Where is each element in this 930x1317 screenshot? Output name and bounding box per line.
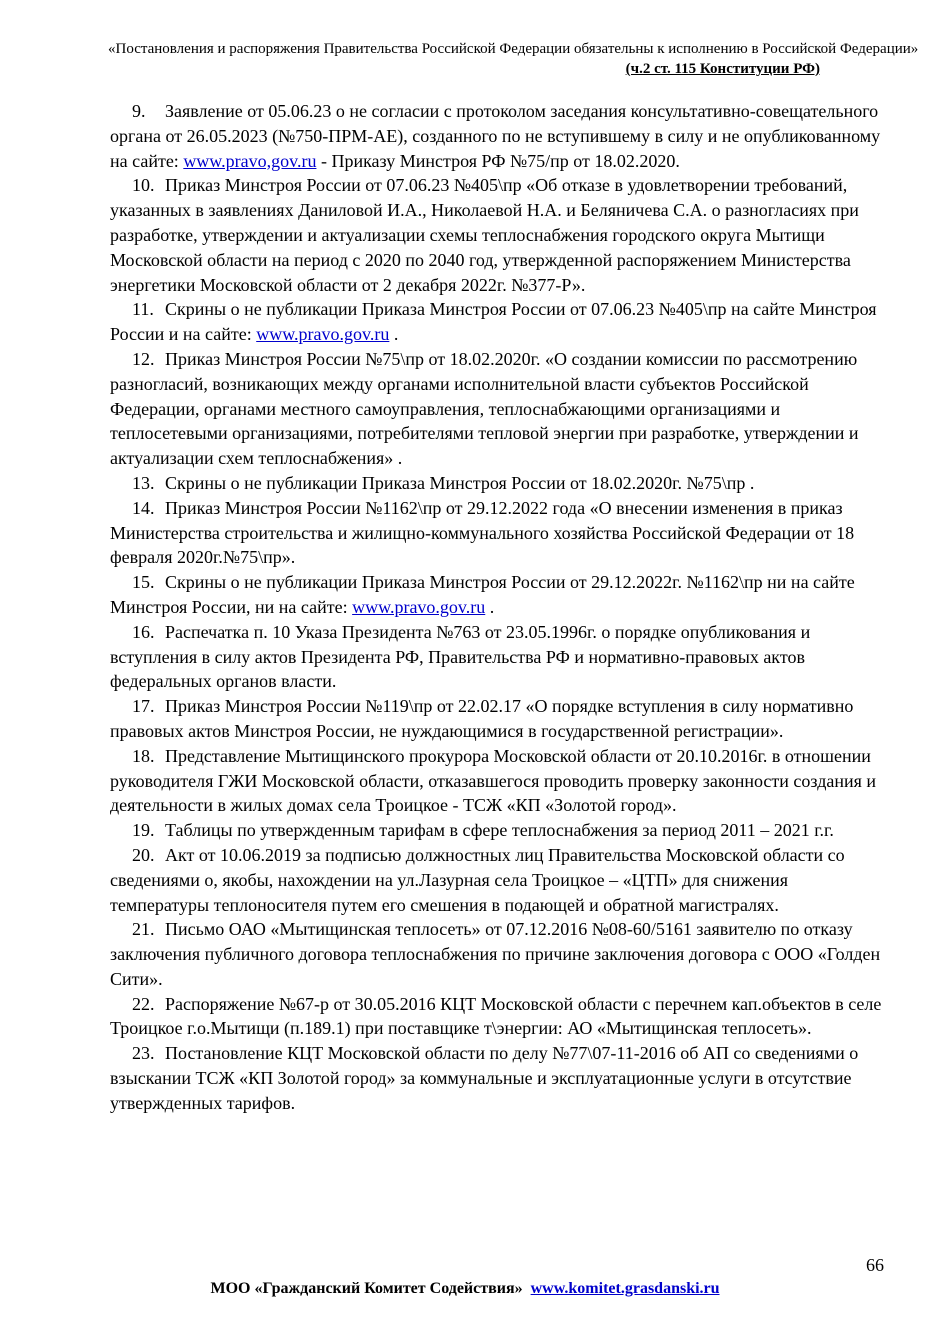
list-item [110,496,890,570]
item-text: Распоряжение №67-р от 30.05.2016 КЦТ Московской области с перечнем кап.объектов в селе Троицкое г.о.Мытищи (п.189.1) при поставщике т\энергии: АО «Мытищинская теплосеть». [110,993,882,1039]
list-item [110,917,890,991]
item-text: Представление Мытищинского прокурора Московской области от 20.10.2016г. в отношении руководителя ГЖИ Московской области, отказавшегося проводить проверку законности создания и деятельности в жилых домах села Троицкое - ТСЖ «КП «Золотой город». [110,745,877,816]
item-link[interactable]: www.pravo,gov.ru [183,150,317,171]
item-text-after: . [389,324,399,345]
list-item [110,1041,890,1115]
item-text-after: - Приказу Минстроя РФ №75/пр от 18.02.2020. [316,150,680,171]
item-number: 12. [132,348,155,369]
item-link[interactable]: www.pravo.gov.ru [256,324,390,345]
list-item [110,843,890,917]
item-number: 22. [132,993,155,1014]
list-item [110,744,890,818]
item-number: 10. [132,175,155,196]
item-text: Таблицы по утвержденным тарифам в сфере теплоснабжения за период 2011 – 2021 г.г. [165,820,834,841]
page-number: 66 [866,1255,884,1275]
footer-website-link[interactable]: www.komitet.grasdanski.ru [530,1280,720,1297]
item-text: Приказ Минстроя России №75\пр от 18.02.2020г. «О создании комиссии по рассмотрению разногласий, возникающих между органами исполнительной власти субъектов Российской Федерации, органами местного самоуправления, теплоснабжающими организациями и теплосетевыми организациями, потребителями тепловой энергии при разработке, утверждении и актуализации схем теплоснабжения» . [110,348,859,469]
page-header-quote: «Постановления и распоряжения Правительства Российской Федерации обязательны к исполнению в Российской Федерации» [108,41,919,57]
item-text: Письмо ОАО «Мытищинская теплосеть» от 07.12.2016 №08-60/5161 заявителю по отказу заключения публичного договора теплоснабжения по причине заключения договора с ООО «Голден Сити». [110,919,881,989]
item-text: Распечатка п. 10 Указа Президента №763 от 23.05.1996г. о порядке опубликования и вступления в силу актов Президента РФ, Правительства РФ и нормативно-правовых актов федеральных органов власти. [110,621,811,692]
item-number: 23. [132,1043,155,1064]
document-body [110,99,890,1116]
list-item [110,173,890,297]
list-item [110,570,890,620]
item-text: Скрины о не публикации Приказа Минстроя России от 07.06.23 №405\пр на сайте Минстроя России и на сайте: [110,299,877,345]
item-number: 20. [132,844,155,865]
item-number: 21. [132,919,155,940]
item-text: Заявление от 05.06.23 о не согласии с протоколом заседания консультативно-совещательного органа от 26.05.2023 (№750-ПРМ-АЕ), созданного по не вступившему в силу и не опубликованному на сайте: [110,101,881,171]
item-text: Скрины о не публикации Приказа Минстроя России от 29.12.2022г. №1162\пр ни на сайте Минстроя России, ни на сайте: [110,572,855,617]
item-text: Постановление КЦТ Московской области по делу №77\07-11-2016 об АП со сведениями о взыскании ТСЖ «КП Золотой город» за коммунальные и эксплуатационные услуги в отсутствие утвержденных тарифов. [110,1043,859,1113]
list-item [110,99,890,173]
page-header-citation: (ч.2 ст. 115 Конституции РФ) [625,61,820,77]
item-number: 13. [132,472,155,493]
item-text-after: . [485,596,495,617]
item-number: 16. [132,621,155,642]
list-item [110,694,890,744]
item-number: 9. [132,101,146,121]
list-item [110,471,890,496]
item-number: 19. [132,820,155,841]
item-text: Приказ Минстроя России от 07.06.23 №405\пр «Об отказе в удовлетворении требований, указанных в заявлениях Даниловой И.А., Николаевой Н.А. и Беляничева С.А. о разногласиях при разработке, утверждении и актуализации схемы теплоснабжения городского округа Мытищи Московской области на период с 2020 по 2040 год, утвержденной распоряжением Министерства энергетики Московской области от 2 декабря 2022г. №377-Р». [110,175,859,295]
list-item [110,818,890,843]
list-item [110,992,890,1042]
item-number: 17. [132,696,155,717]
item-text: Акт от 10.06.2019 за подписью должностных лиц Правительства Московской области со сведениями о, якобы, нахождении на ул.Лазурная села Троицкое – «ЦТП» для снижения температуры теплоносителя путем его смешения в подающей и обратной магистралях. [110,844,845,915]
list-item [110,620,890,694]
item-link[interactable]: www.pravo.gov.ru [352,596,486,617]
item-text: Приказ Минстроя России №1162\пр от 29.12.2022 года «О внесении изменения в приказ Министерства строительства и жилищно-коммунального хозяйства Российской Федерации от 18 февраля 2020г.№75\пр». [110,497,855,568]
item-number: 18. [132,745,155,766]
footer-org-name: МОО «Гражданский Комитет Содействия» [210,1280,523,1297]
list-item [110,347,890,471]
item-number: 15. [132,572,155,593]
item-text: Приказ Минстроя России №119\пр от 22.02.17 «О порядке вступления в силу нормативно правовых актов Минстроя России, не нуждающимися в государственной регистрации». [110,696,854,741]
item-number: 14. [132,497,155,518]
page-footer [0,1280,930,1298]
list-item [110,297,890,347]
item-text: Скрины о не публикации Приказа Минстроя России от 18.02.2020г. №75\пр . [165,472,755,493]
item-number: 11. [132,299,154,320]
